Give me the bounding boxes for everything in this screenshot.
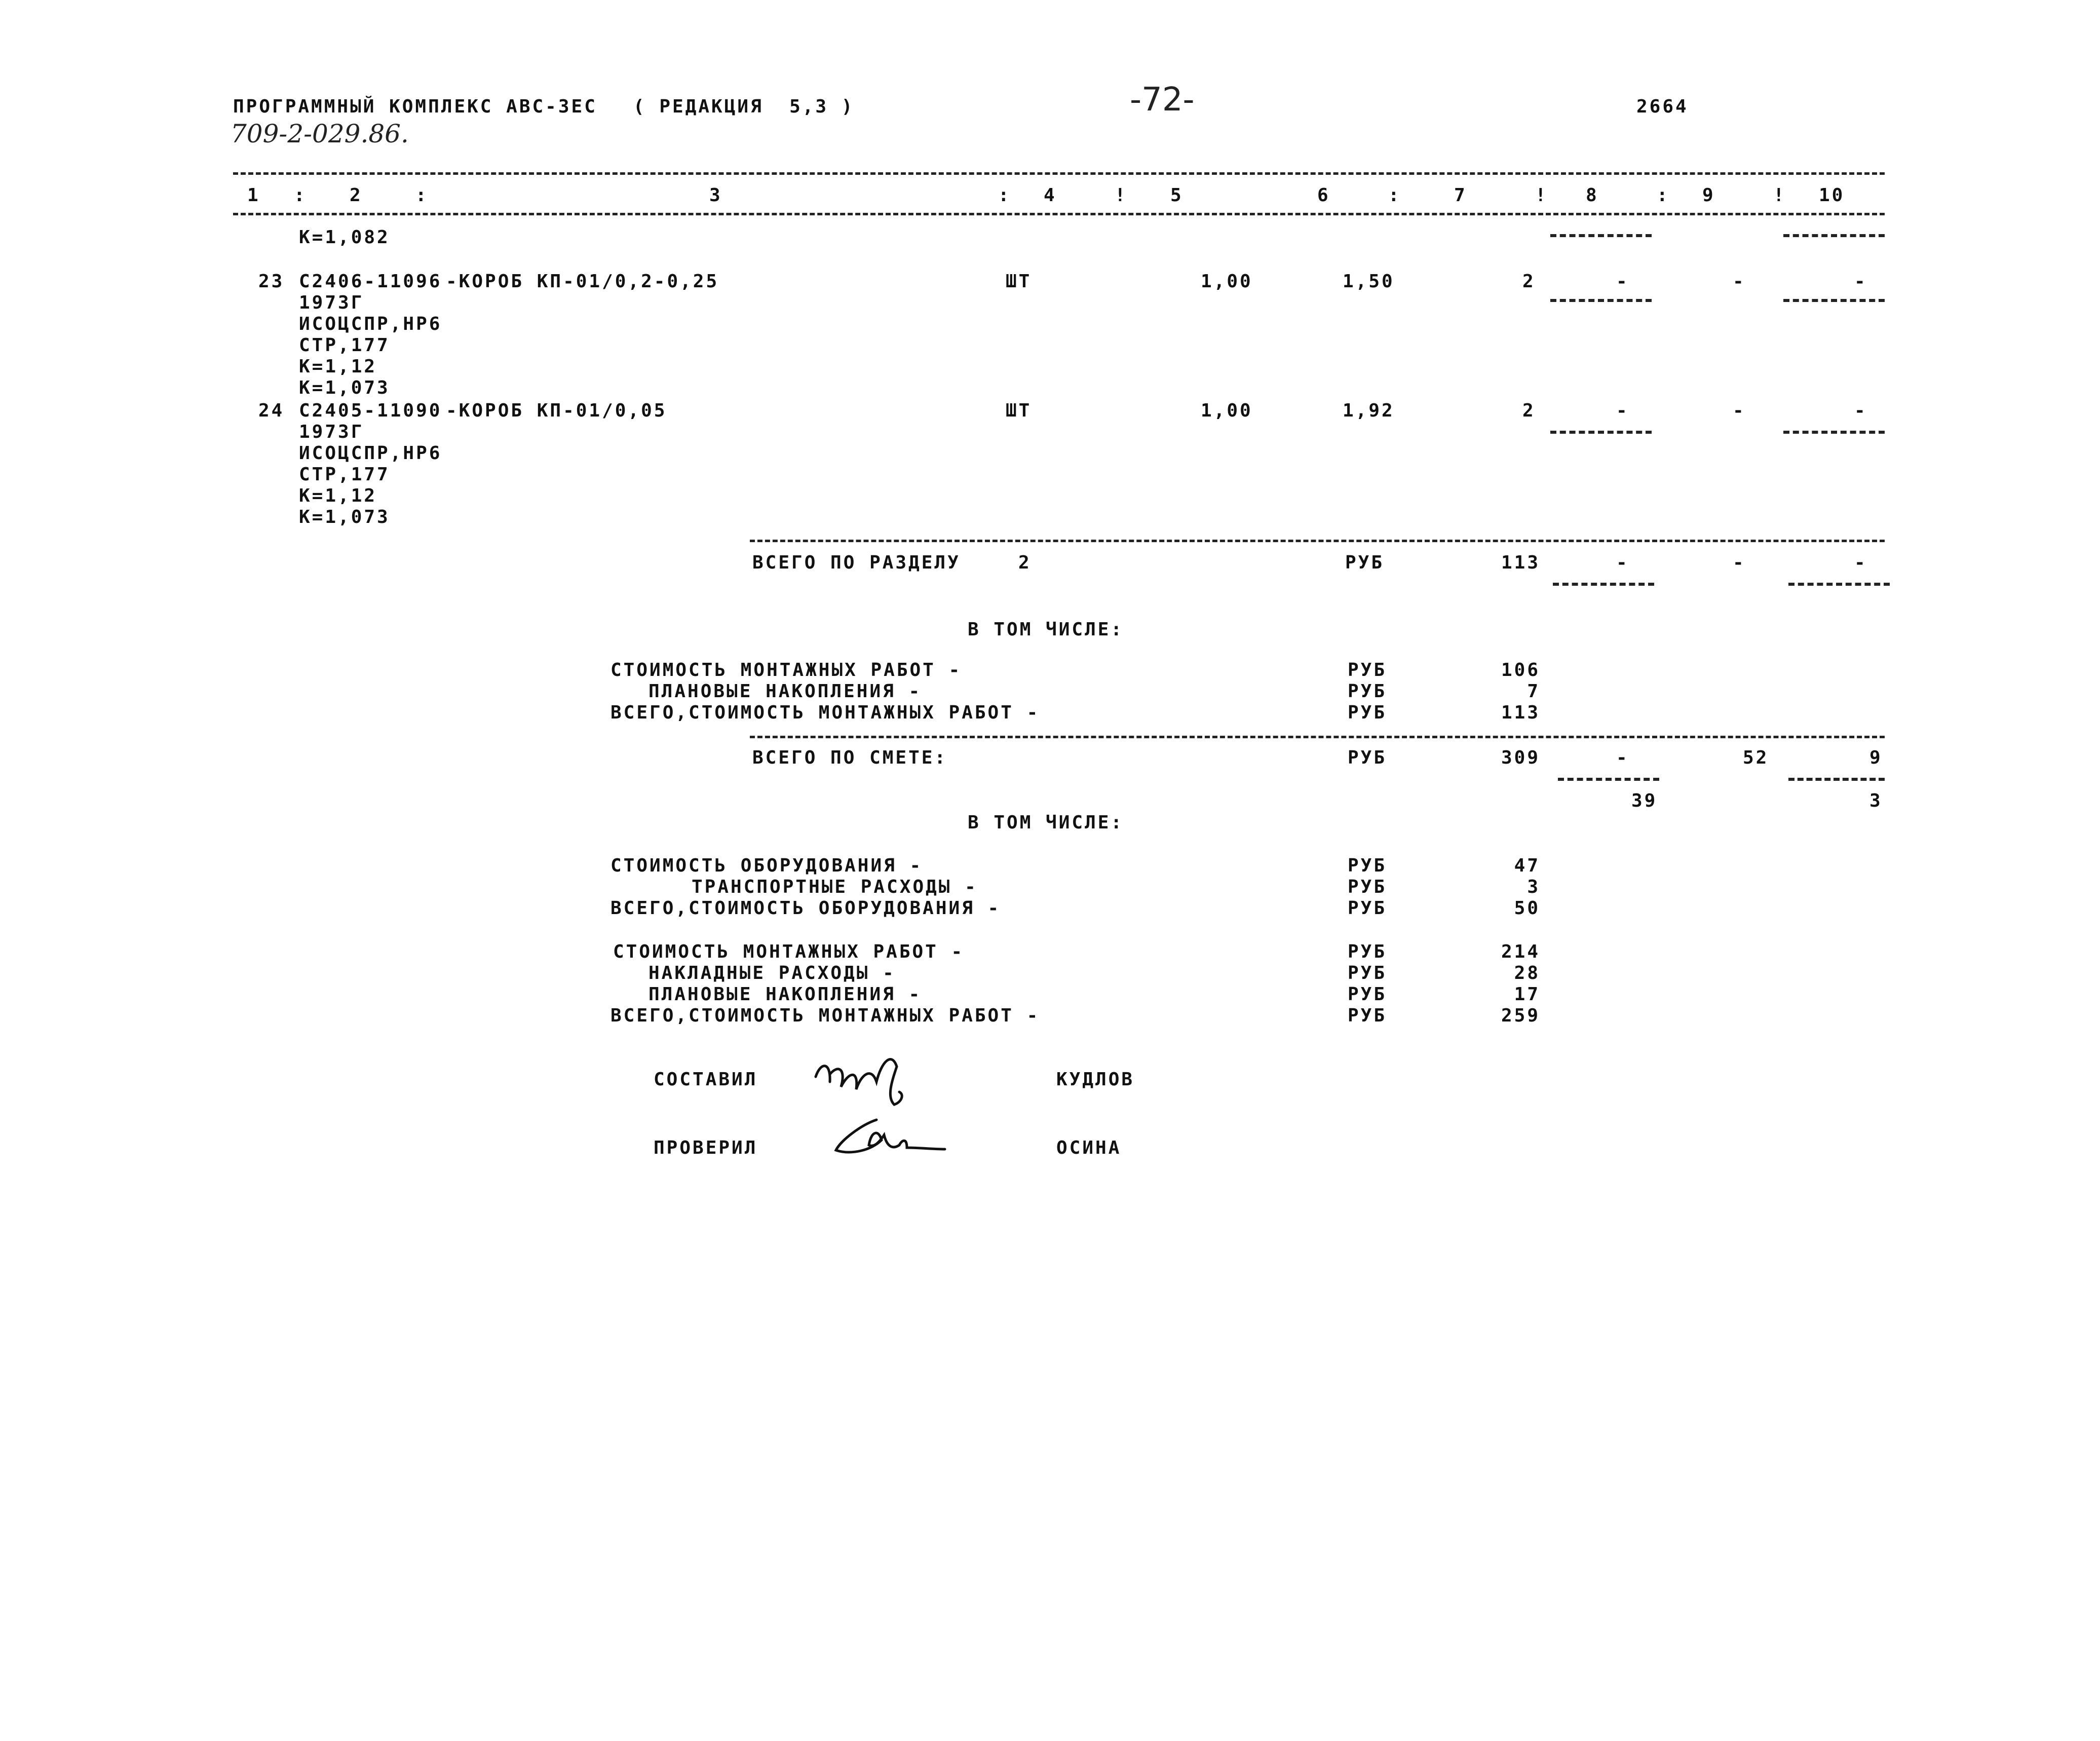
compiled-by-name: КУДЛОВ [1056, 1069, 1135, 1090]
col-header-5: 5 [1170, 185, 1183, 206]
estimate-total-label: ВСЕГО ПО СМЕТЕ: [752, 747, 948, 768]
works-value: 214 [1501, 941, 1540, 962]
col9-value: - [1733, 271, 1746, 292]
note-line: 1973Г [299, 422, 364, 442]
col10-sub-value: 3 [1869, 790, 1883, 811]
note-line: СТР,177 [299, 335, 390, 356]
breakdown-label: СТОИМОСТЬ МОНТАЖНЫХ РАБОТ - [610, 660, 962, 680]
total: 2 [1522, 400, 1536, 421]
col8-value: - [1616, 747, 1629, 768]
works-value: 17 [1514, 984, 1540, 1005]
row-number: 23 [258, 271, 285, 292]
col-header-7: 7 [1454, 185, 1467, 206]
col8-value: - [1616, 271, 1629, 292]
currency-unit: РУБ [1348, 877, 1387, 897]
col10-value: 9 [1869, 747, 1883, 768]
checked-by-label: ПРОВЕРИЛ [654, 1138, 758, 1158]
col9-value: 52 [1743, 747, 1769, 768]
unit: ШТ [1006, 271, 1032, 292]
works-label: ВСЕГО,СТОИМОСТЬ МОНТАЖНЫХ РАБОТ - [610, 1005, 1040, 1026]
col-header-2: 2 [350, 185, 363, 206]
works-value: 28 [1514, 963, 1540, 983]
item-name: -КОРОБ КП-01/0,05 [446, 400, 667, 421]
breakdown-value: 106 [1501, 660, 1540, 680]
price-code: С2405-11090 [299, 400, 442, 421]
compiled-by-label: СОСТАВИЛ [654, 1069, 758, 1090]
section-total-label: ВСЕГО ПО РАЗДЕЛУ [752, 552, 961, 573]
col10-value: - [1854, 552, 1867, 573]
col-header-8: 8 [1586, 185, 1599, 206]
page-number: -72- [1130, 81, 1195, 119]
col8-sub-value: 39 [1631, 790, 1658, 811]
equipment-value: 50 [1514, 898, 1540, 919]
currency-unit: РУБ [1348, 941, 1387, 962]
col-header-9: 9 [1702, 185, 1715, 206]
col-header-10: 10 [1819, 185, 1845, 206]
row-number: 24 [258, 400, 285, 421]
estimate-breakdown-heading: В ТОМ ЧИСЛЕ: [968, 812, 1124, 833]
edition-label: ( РЕДАКЦИЯ 5,3 ) [633, 96, 855, 117]
col8-value: - [1616, 400, 1629, 421]
unit: ШТ [1006, 400, 1032, 421]
checked-by-name: ОСИНА [1056, 1138, 1122, 1158]
note-line: 1973Г [299, 292, 364, 313]
doc-number-handwritten: 709-2-029.86. [231, 119, 409, 148]
unit-price: 1,50 [1343, 271, 1395, 292]
breakdown-label: ВСЕГО,СТОИМОСТЬ МОНТАЖНЫХ РАБОТ - [610, 702, 1040, 723]
note-line: К=1,12 [299, 485, 377, 506]
estimate-total-value: 309 [1501, 747, 1540, 768]
works-label: ПЛАНОВЫЕ НАКОПЛЕНИЯ - [648, 984, 922, 1005]
breakdown-label: ПЛАНОВЫЕ НАКОПЛЕНИЯ - [648, 681, 922, 702]
works-label: СТОИМОСТЬ МОНТАЖНЫХ РАБОТ - [613, 941, 965, 962]
note-line: К=1,073 [299, 377, 390, 398]
note-line: СТР,177 [299, 464, 390, 485]
equipment-label: ВСЕГО,СТОИМОСТЬ ОБОРУДОВАНИЯ - [610, 898, 1001, 919]
unit-price: 1,92 [1343, 400, 1395, 421]
works-label: НАКЛАДНЫЕ РАСХОДЫ - [648, 963, 896, 983]
currency-unit: РУБ [1348, 855, 1387, 876]
currency-unit: РУБ [1348, 747, 1387, 768]
section-breakdown-heading: В ТОМ ЧИСЛЕ: [968, 619, 1124, 640]
note-line: ИСОЦСПР,НР6 [299, 314, 442, 334]
currency-unit: РУБ [1348, 702, 1387, 723]
col-header-1: 1 [247, 185, 260, 206]
quantity: 1,00 [1201, 271, 1253, 292]
note-line: К=1,12 [299, 356, 377, 377]
col10-value: - [1854, 271, 1867, 292]
works-value: 259 [1501, 1005, 1540, 1026]
program-title: ПРОГРАММНЫЙ КОМПЛЕКС АВС-ЗЕС [233, 96, 597, 117]
currency-unit: РУБ [1348, 963, 1387, 983]
currency-unit: РУБ [1348, 660, 1387, 680]
note-line: К=1,073 [299, 507, 390, 527]
quantity: 1,00 [1201, 400, 1253, 421]
section-total-rule [750, 540, 1885, 542]
col-header-4: 4 [1044, 185, 1057, 206]
currency-unit: РУБ [1345, 552, 1385, 573]
currency-unit: РУБ [1348, 898, 1387, 919]
total: 2 [1522, 271, 1536, 292]
table-header-rule [233, 213, 1885, 215]
col9-value: - [1733, 400, 1746, 421]
equipment-label: СТОИМОСТЬ ОБОРУДОВАНИЯ - [610, 855, 923, 876]
equipment-value: 3 [1527, 877, 1540, 897]
note-line: ИСОЦСПР,НР6 [299, 443, 442, 464]
currency-unit: РУБ [1348, 984, 1387, 1005]
compiled-signature [811, 1046, 922, 1112]
checked-signature [831, 1110, 947, 1165]
table-top-rule [233, 172, 1885, 175]
section-total-value: 113 [1501, 552, 1540, 573]
currency-unit: РУБ [1348, 1005, 1387, 1026]
section-number: 2 [1018, 552, 1032, 573]
price-code: С2406-11096 [299, 271, 442, 292]
item-name: -КОРОБ КП-01/0,2-0,25 [446, 271, 719, 292]
col9-value: - [1733, 552, 1746, 573]
breakdown-value: 7 [1527, 681, 1540, 702]
estimate-total-rule [750, 736, 1885, 738]
col-header-3: 3 [709, 185, 722, 206]
equipment-value: 47 [1514, 855, 1540, 876]
currency-unit: РУБ [1348, 681, 1387, 702]
col10-value: - [1854, 400, 1867, 421]
breakdown-value: 113 [1501, 702, 1540, 723]
col8-value: - [1616, 552, 1629, 573]
equipment-label: ТРАНСПОРТНЫЕ РАСХОДЫ - [692, 877, 978, 897]
prev-coefficient: К=1,082 [299, 227, 390, 248]
col-header-6: 6 [1317, 185, 1330, 206]
sheet-code: 2664 [1636, 96, 1689, 117]
